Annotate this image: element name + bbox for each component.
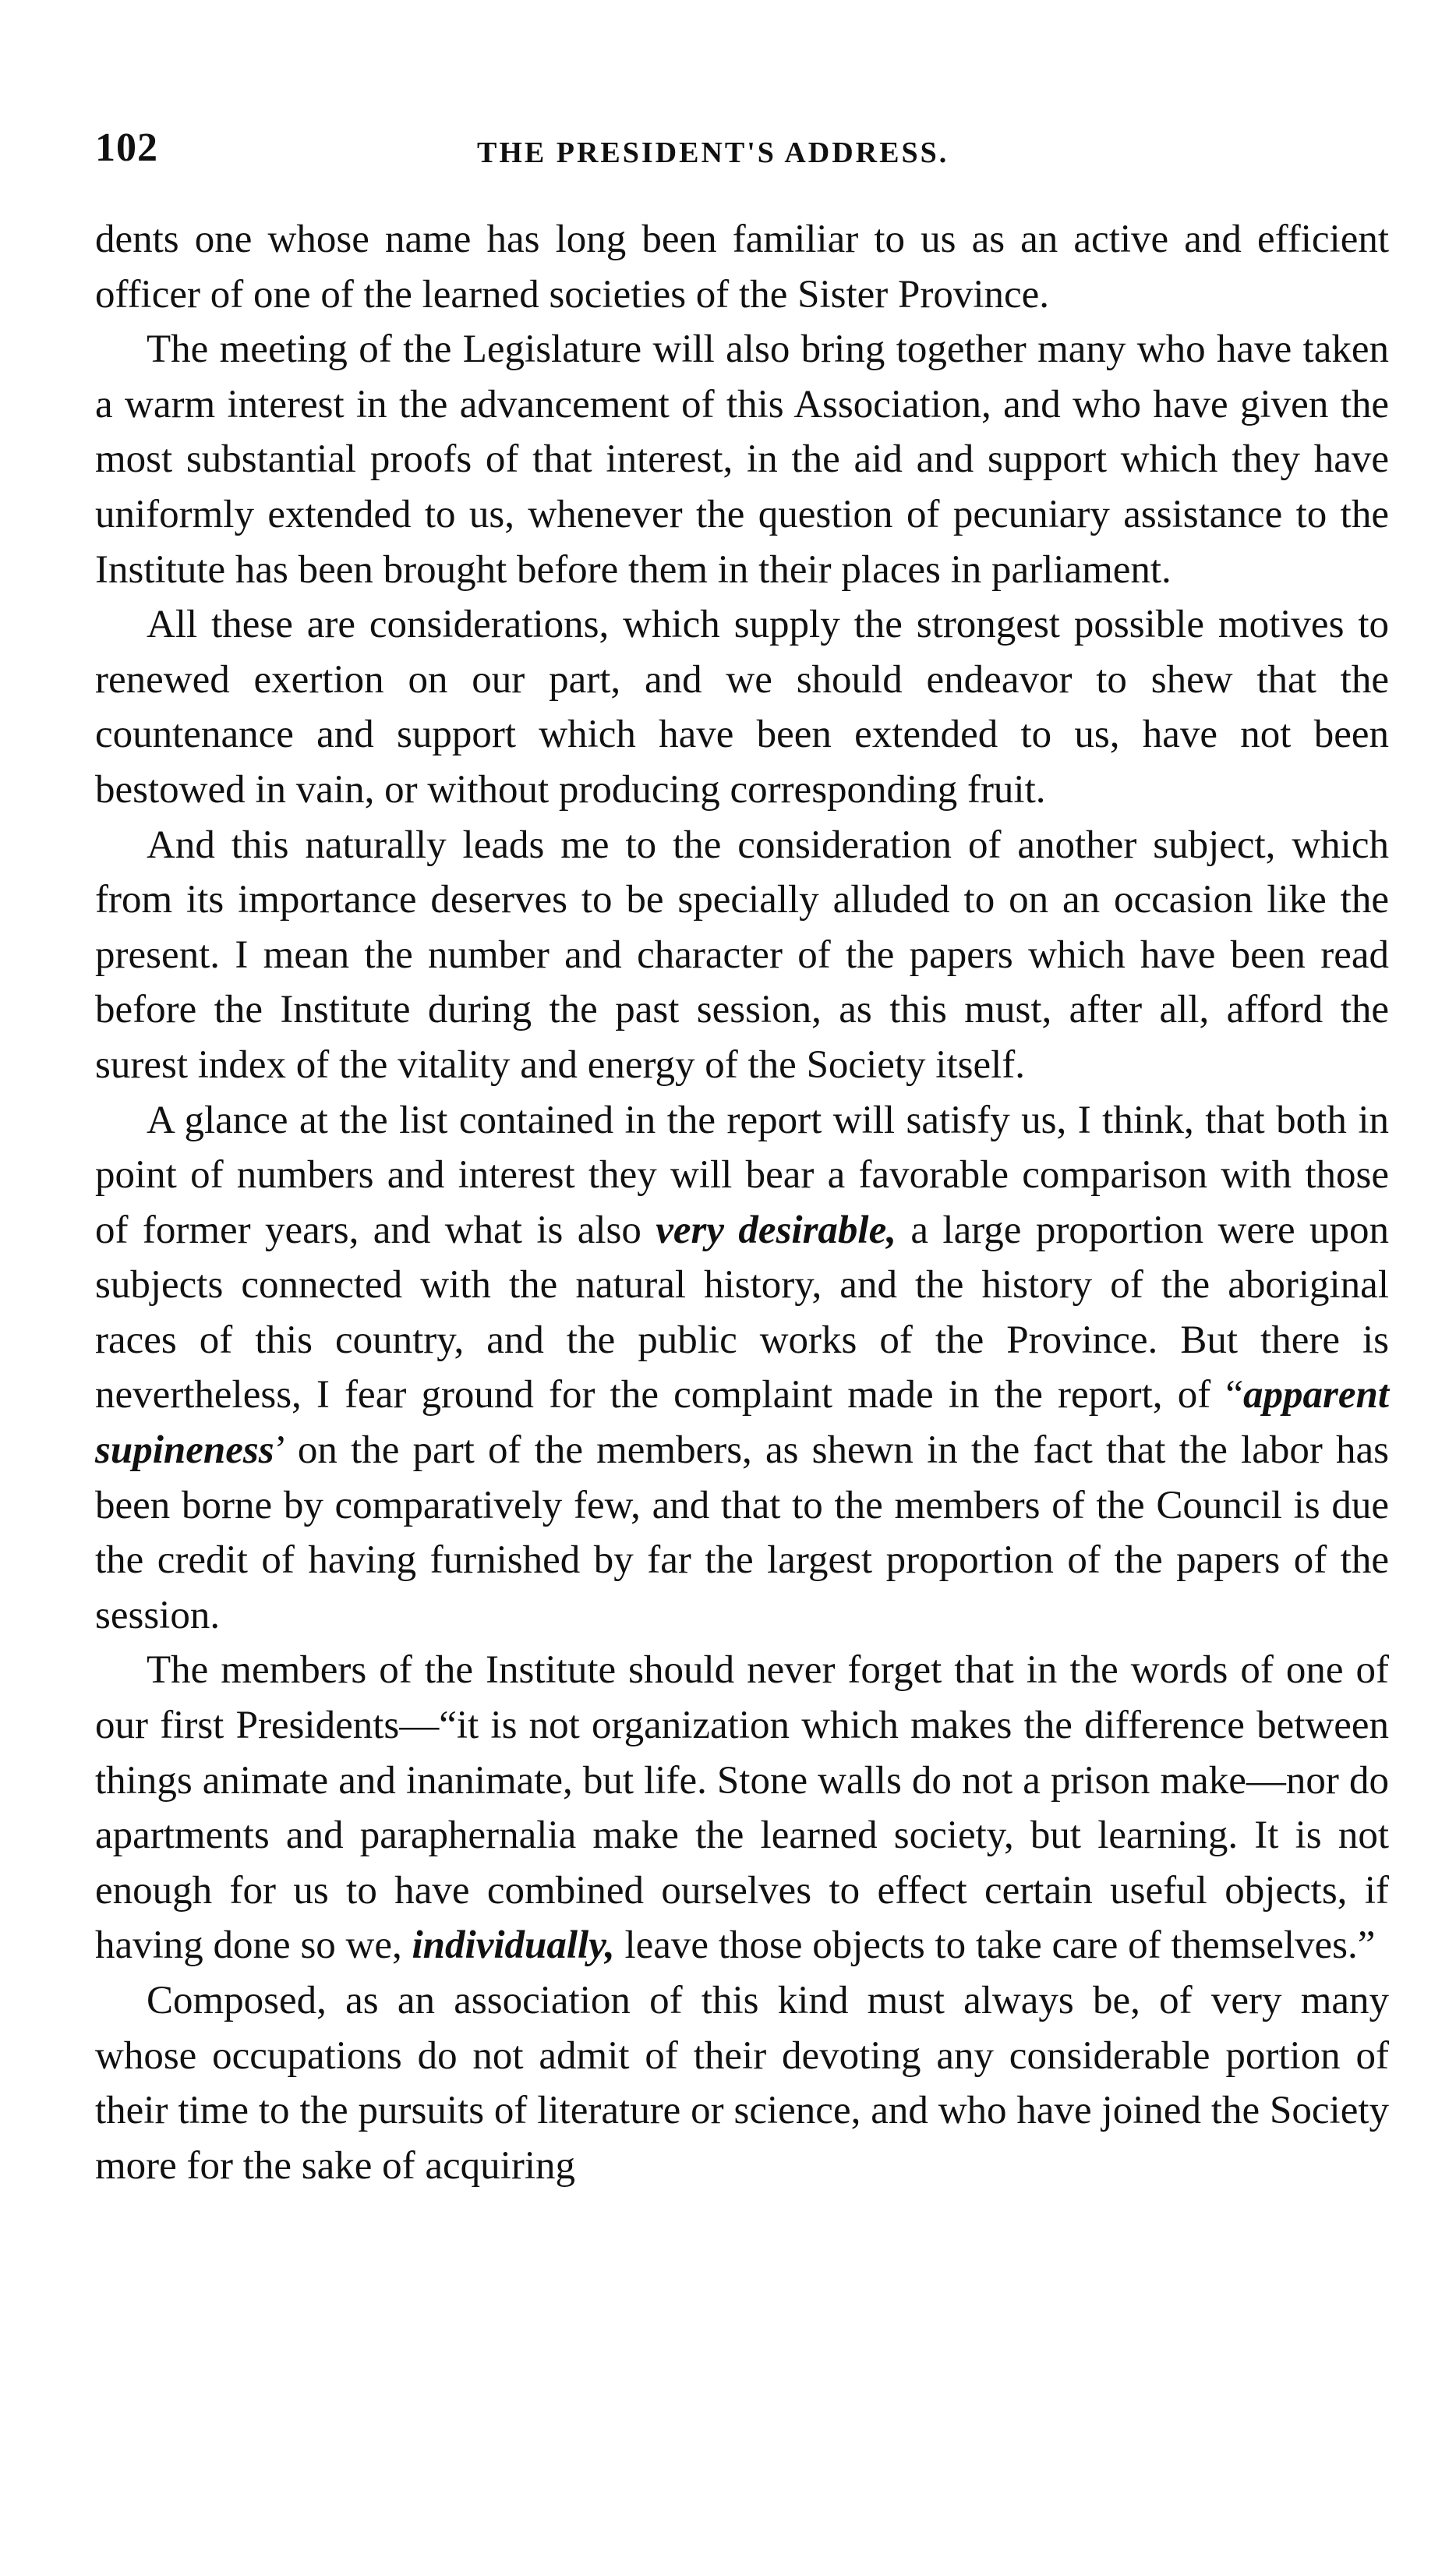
page-header: [95, 117, 1389, 179]
running-head: THE PRESIDENT'S ADDRESS.: [477, 136, 949, 169]
text-segment: The meeting of the Legislature will also bring together many who have taken a warm interest in the advancement of this Association, and who have given the most substantial proofs of that interest, in the aid and support which they have uniformly extended to us, whenever the question of pecuniary assistance to the Institute has been brought before them in their places in parliament.: [95, 327, 1389, 592]
paragraph: [95, 1973, 1389, 2193]
paragraph: [95, 597, 1389, 817]
text-segment: The members of the Institute should never forget that in the words of one of our first Presidents—“it is not organization which makes the difference between things animate and inanimate, but life. Stone walls do not a prison make—nor do apartments and paraphernalia make the learned society, but learning. It is not enough for us to have combined ourselves to effect certain useful objects, if having done so we,: [95, 1648, 1389, 1968]
paragraph: [95, 322, 1389, 597]
italic-text-segment: very desirable,: [656, 1208, 896, 1252]
italic-text-segment: individually,: [412, 1923, 615, 1968]
paragraph: [95, 1093, 1389, 1644]
paragraph: [95, 212, 1389, 322]
page-number: 102: [95, 126, 158, 170]
paragraph: [95, 1643, 1389, 1973]
text-segment: And this naturally leads me to the consideration of another subject, which from its importance deserves to be specially alluded to on an occasion like the present. I mean the number and character of the papers which have been read before the Institute during the past session, as this must, after all, afford the surest index of the vitality and energy of the Society itself.: [95, 823, 1389, 1087]
text-segment: ’ on the part of the members, as shewn in the fact that the labor has been borne by comparatively few, and that to the members of the Council is due the credit of having furnished by far the largest proportion of the papers of the session.: [95, 1428, 1389, 1637]
text-segment: A glance at the list contained in the report will satisfy us, I think, that both in point of numbers and interest they will bear a favorable comparison with those of former years, and what is also: [95, 1098, 1389, 1252]
text-segment: a large proportion were upon subjects connected with the natural history, and the history of the aboriginal races of this country, and the public works of the Province. But there is nevertheless, I fear ground for the complaint made in the report, of “: [95, 1208, 1389, 1417]
text-segment: leave those objects to take care of themselves.”: [614, 1923, 1376, 1968]
paragraph: [95, 818, 1389, 1093]
italic-text-segment: apparent supineness: [95, 1373, 1389, 1473]
text-segment: All these are considerations, which supply the strongest possible motives to renewed exertion on our part, and we should endeavor to shew that the countenance and support which have been extended to us, have not been bestowed in vain, or without producing corresponding fruit.: [95, 603, 1389, 812]
text-segment: dents one whose name has long been familiar to us as an active and efficient officer of one of the learned societies of the Sister Province.: [95, 218, 1389, 317]
body-text: [95, 212, 1389, 2193]
text-segment: Composed, as an association of this kind must always be, of very many whose occupations do not admit of their devoting any considerable portion of their time to the pursuits of literature or science, and who have joined the Society more for the sake of acquiring: [95, 1979, 1389, 2188]
